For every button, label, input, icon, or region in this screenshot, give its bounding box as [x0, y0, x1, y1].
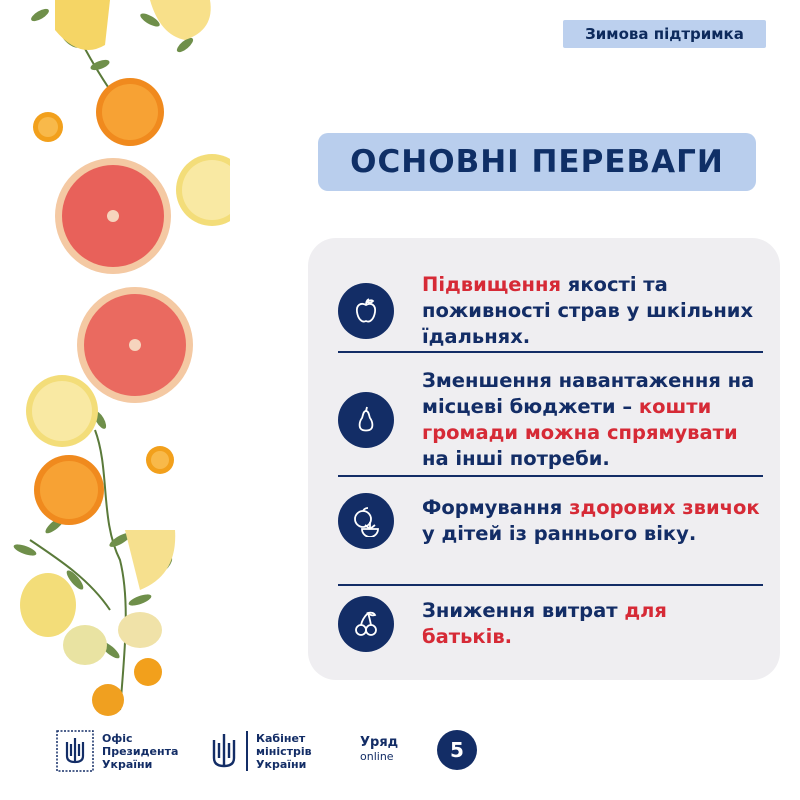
divider	[338, 584, 763, 586]
page-title: ОСНОВНІ ПЕРЕВАГИ	[318, 133, 756, 191]
benefit-item-1	[338, 272, 763, 350]
benefits-card	[308, 238, 780, 680]
cherry-icon	[338, 596, 394, 652]
page-number: 5	[437, 730, 477, 770]
logo-separator	[246, 731, 248, 771]
divider	[338, 351, 763, 353]
benefit-text-4: Зниження витрат для батьків.	[422, 599, 667, 648]
trident-emblem-icon	[56, 730, 94, 772]
citrus-icon	[338, 493, 394, 549]
divider	[338, 475, 763, 477]
benefit-text-1: Підвищення якості та поживності страв у шкільних їдальнях.	[422, 273, 754, 348]
trident-icon	[210, 730, 238, 772]
benefit-item-2	[338, 368, 763, 472]
office-president-logo: Офіс Президента України	[56, 730, 178, 772]
fruit-decoration	[0, 0, 230, 720]
uriad-online-logo: Уряд online	[360, 735, 399, 763]
pear-icon	[338, 392, 394, 448]
apple-icon	[338, 283, 394, 339]
benefit-item-4	[338, 596, 763, 652]
section-badge: Зимова підтримка	[563, 20, 766, 48]
cabinet-ministers-logo: Кабінет міністрів України	[210, 730, 312, 772]
benefit-text-3: Формування здорових звичок у дітей із раннього віку.	[422, 496, 760, 545]
benefit-text-2: Зменшення навантаження на місцеві бюджети – кошти громади можна спрямувати на інші потреби.	[422, 369, 755, 470]
benefit-item-3	[338, 493, 763, 549]
